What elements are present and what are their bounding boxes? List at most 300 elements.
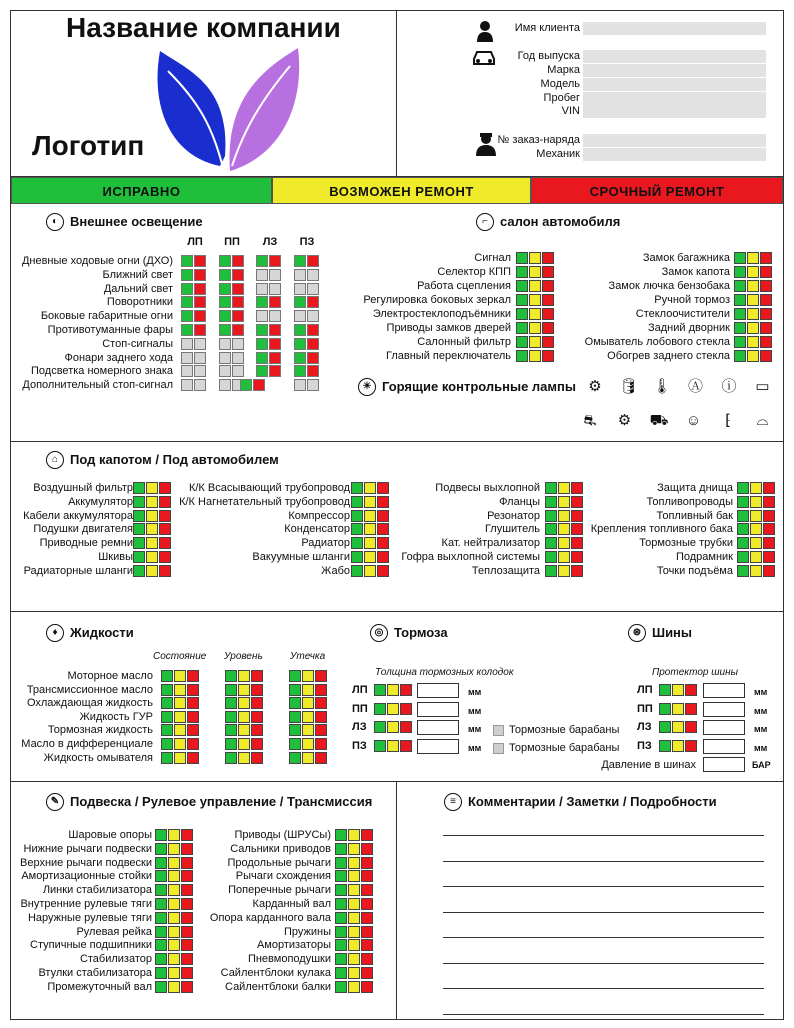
status-ok[interactable]	[335, 939, 347, 951]
status-urgent[interactable]	[760, 336, 772, 348]
status-ok[interactable]	[289, 738, 301, 750]
status-urgent[interactable]	[685, 721, 697, 733]
status-possible[interactable]	[747, 350, 759, 362]
comment-line[interactable]	[443, 988, 764, 989]
status-possible[interactable]	[174, 697, 186, 709]
status-ok[interactable]	[734, 336, 746, 348]
status-possible[interactable]	[672, 684, 684, 696]
status-possible[interactable]	[146, 496, 158, 508]
status-ok[interactable]	[516, 322, 528, 334]
status-ok[interactable]	[351, 482, 363, 494]
status-urgent[interactable]	[763, 551, 775, 563]
status-ok[interactable]	[225, 697, 237, 709]
status-selector[interactable]	[289, 724, 327, 736]
status-possible[interactable]	[302, 738, 314, 750]
status-selector[interactable]	[734, 308, 772, 320]
status-ok[interactable]	[225, 684, 237, 696]
status-possible[interactable]	[529, 252, 541, 264]
status-urgent[interactable]	[763, 537, 775, 549]
status-selector[interactable]	[659, 721, 697, 733]
status-possible[interactable]	[529, 294, 541, 306]
lighting-status-pair[interactable]	[256, 352, 281, 364]
status-ok[interactable]	[351, 551, 363, 563]
status-ok[interactable]	[351, 523, 363, 535]
status-selector[interactable]	[545, 537, 583, 549]
status-ok[interactable]	[133, 537, 145, 549]
status-selector[interactable]	[737, 482, 775, 494]
status-possible[interactable]	[747, 266, 759, 278]
status-selector[interactable]	[289, 711, 327, 723]
status-ok[interactable]	[734, 252, 746, 264]
status-possible[interactable]	[387, 703, 399, 715]
lighting-status-pair[interactable]	[219, 283, 244, 295]
status-ok[interactable]	[219, 269, 231, 281]
status-urgent[interactable]	[315, 724, 327, 736]
status-na[interactable]	[194, 352, 206, 364]
status-possible[interactable]	[750, 523, 762, 535]
status-urgent[interactable]	[181, 953, 193, 965]
status-ok[interactable]	[256, 352, 268, 364]
status-ok[interactable]	[225, 711, 237, 723]
status-urgent[interactable]	[763, 565, 775, 577]
status-urgent[interactable]	[377, 565, 389, 577]
status-ok[interactable]	[516, 336, 528, 348]
lighting-status-pair[interactable]	[181, 379, 206, 391]
status-urgent[interactable]	[181, 870, 193, 882]
status-possible[interactable]	[364, 565, 376, 577]
status-possible[interactable]	[558, 496, 570, 508]
order-number-field[interactable]	[583, 134, 766, 147]
status-possible[interactable]	[672, 703, 684, 715]
tire-tread-input[interactable]	[703, 702, 745, 717]
status-selector[interactable]	[734, 266, 772, 278]
status-ok[interactable]	[155, 898, 167, 910]
status-selector[interactable]	[335, 843, 373, 855]
status-selector[interactable]	[374, 740, 412, 752]
status-urgent[interactable]	[181, 912, 193, 924]
status-selector[interactable]	[351, 537, 389, 549]
status-ok[interactable]	[133, 565, 145, 577]
status-selector[interactable]	[516, 266, 554, 278]
status-urgent[interactable]	[377, 510, 389, 522]
status-possible[interactable]	[168, 926, 180, 938]
status-selector[interactable]	[734, 350, 772, 362]
lighting-status-pair[interactable]	[219, 255, 244, 267]
status-urgent[interactable]	[269, 365, 281, 377]
status-possible[interactable]	[238, 684, 250, 696]
status-selector[interactable]	[335, 884, 373, 896]
status-ok[interactable]	[289, 697, 301, 709]
status-selector[interactable]	[289, 752, 327, 764]
status-ok[interactable]	[659, 721, 671, 733]
tire-pressure-input[interactable]	[703, 757, 745, 772]
status-urgent[interactable]	[251, 711, 263, 723]
status-possible[interactable]	[558, 565, 570, 577]
status-urgent[interactable]	[181, 939, 193, 951]
status-selector[interactable]	[225, 724, 263, 736]
status-ok[interactable]	[219, 324, 231, 336]
status-possible[interactable]	[348, 898, 360, 910]
status-urgent[interactable]	[400, 721, 412, 733]
status-selector[interactable]	[161, 724, 199, 736]
status-urgent[interactable]	[542, 294, 554, 306]
status-ok[interactable]	[161, 738, 173, 750]
status-selector[interactable]	[545, 551, 583, 563]
status-ok[interactable]	[374, 684, 386, 696]
status-selector[interactable]	[351, 565, 389, 577]
status-possible[interactable]	[302, 684, 314, 696]
status-possible[interactable]	[348, 884, 360, 896]
status-possible[interactable]	[146, 565, 158, 577]
status-ok[interactable]	[516, 308, 528, 320]
status-na[interactable]	[307, 379, 319, 391]
lighting-status-pair[interactable]	[181, 324, 206, 336]
status-urgent[interactable]	[542, 308, 554, 320]
status-possible[interactable]	[747, 336, 759, 348]
status-possible[interactable]	[750, 565, 762, 577]
status-possible[interactable]	[348, 981, 360, 993]
status-urgent[interactable]	[269, 296, 281, 308]
tire-tread-input[interactable]	[703, 683, 745, 698]
status-ok[interactable]	[240, 379, 252, 391]
status-possible[interactable]	[168, 870, 180, 882]
status-ok[interactable]	[545, 565, 557, 577]
status-ok[interactable]	[335, 870, 347, 882]
status-na[interactable]	[232, 352, 244, 364]
status-ok[interactable]	[289, 670, 301, 682]
status-urgent[interactable]	[377, 551, 389, 563]
status-ok[interactable]	[516, 266, 528, 278]
status-ok[interactable]	[335, 857, 347, 869]
status-ok[interactable]	[225, 670, 237, 682]
brake-thickness-input[interactable]	[417, 683, 459, 698]
status-na[interactable]	[269, 269, 281, 281]
status-possible[interactable]	[146, 537, 158, 549]
status-selector[interactable]	[737, 537, 775, 549]
status-possible[interactable]	[238, 697, 250, 709]
status-ok[interactable]	[351, 537, 363, 549]
status-selector[interactable]	[335, 829, 373, 841]
status-selector[interactable]	[351, 496, 389, 508]
status-possible[interactable]	[529, 336, 541, 348]
status-urgent[interactable]	[181, 829, 193, 841]
status-ok[interactable]	[374, 703, 386, 715]
lighting-status-pair[interactable]	[256, 365, 281, 377]
status-possible[interactable]	[348, 912, 360, 924]
status-urgent[interactable]	[361, 939, 373, 951]
status-urgent[interactable]	[315, 697, 327, 709]
status-possible[interactable]	[387, 684, 399, 696]
status-urgent[interactable]	[251, 724, 263, 736]
status-na[interactable]	[181, 352, 193, 364]
status-possible[interactable]	[387, 721, 399, 733]
status-possible[interactable]	[168, 981, 180, 993]
status-ok[interactable]	[155, 843, 167, 855]
status-ok[interactable]	[181, 255, 193, 267]
status-urgent[interactable]	[181, 843, 193, 855]
status-na[interactable]	[232, 365, 244, 377]
status-na[interactable]	[181, 379, 193, 391]
status-urgent[interactable]	[181, 857, 193, 869]
status-selector[interactable]	[155, 898, 193, 910]
status-selector[interactable]	[155, 981, 193, 993]
status-ok[interactable]	[256, 296, 268, 308]
status-possible[interactable]	[302, 752, 314, 764]
status-urgent[interactable]	[763, 482, 775, 494]
status-possible[interactable]	[364, 523, 376, 535]
status-selector[interactable]	[737, 510, 775, 522]
status-possible[interactable]	[302, 697, 314, 709]
lighting-status-pair[interactable]	[256, 255, 281, 267]
status-possible[interactable]	[174, 670, 186, 682]
status-selector[interactable]	[734, 252, 772, 264]
status-selector[interactable]	[335, 981, 373, 993]
status-possible[interactable]	[558, 510, 570, 522]
status-urgent[interactable]	[251, 752, 263, 764]
status-urgent[interactable]	[194, 283, 206, 295]
status-ok[interactable]	[737, 565, 749, 577]
status-ok[interactable]	[161, 724, 173, 736]
status-selector[interactable]	[335, 898, 373, 910]
status-ok[interactable]	[155, 926, 167, 938]
status-urgent[interactable]	[361, 898, 373, 910]
status-selector[interactable]	[737, 551, 775, 563]
status-ok[interactable]	[335, 967, 347, 979]
status-ok[interactable]	[545, 537, 557, 549]
status-selector[interactable]	[161, 670, 199, 682]
status-urgent[interactable]	[361, 967, 373, 979]
status-ok[interactable]	[335, 843, 347, 855]
status-urgent[interactable]	[542, 280, 554, 292]
status-urgent[interactable]	[542, 252, 554, 264]
status-ok[interactable]	[545, 496, 557, 508]
status-possible[interactable]	[529, 266, 541, 278]
status-possible[interactable]	[168, 967, 180, 979]
status-possible[interactable]	[302, 670, 314, 682]
status-possible[interactable]	[364, 510, 376, 522]
status-ok[interactable]	[351, 496, 363, 508]
status-ok[interactable]	[545, 482, 557, 494]
status-possible[interactable]	[174, 711, 186, 723]
drum-checkbox[interactable]	[493, 743, 504, 754]
status-ok[interactable]	[225, 752, 237, 764]
status-selector[interactable]	[335, 912, 373, 924]
status-urgent[interactable]	[760, 294, 772, 306]
status-selector[interactable]	[734, 294, 772, 306]
status-selector[interactable]	[351, 551, 389, 563]
status-urgent[interactable]	[253, 379, 265, 391]
status-selector[interactable]	[289, 684, 327, 696]
status-selector[interactable]	[737, 523, 775, 535]
status-possible[interactable]	[168, 843, 180, 855]
status-ok[interactable]	[545, 551, 557, 563]
status-ok[interactable]	[155, 939, 167, 951]
status-urgent[interactable]	[269, 338, 281, 350]
status-urgent[interactable]	[251, 684, 263, 696]
status-ok[interactable]	[181, 283, 193, 295]
status-possible[interactable]	[238, 670, 250, 682]
status-selector[interactable]	[516, 252, 554, 264]
status-urgent[interactable]	[685, 703, 697, 715]
status-urgent[interactable]	[361, 870, 373, 882]
status-ok[interactable]	[734, 266, 746, 278]
status-possible[interactable]	[238, 752, 250, 764]
status-possible[interactable]	[238, 724, 250, 736]
status-ok[interactable]	[219, 255, 231, 267]
status-urgent[interactable]	[269, 255, 281, 267]
status-ok[interactable]	[659, 703, 671, 715]
status-urgent[interactable]	[232, 296, 244, 308]
brake-thickness-input[interactable]	[417, 702, 459, 717]
status-ok[interactable]	[181, 324, 193, 336]
status-urgent[interactable]	[269, 324, 281, 336]
status-ok[interactable]	[516, 294, 528, 306]
status-selector[interactable]	[545, 510, 583, 522]
status-possible[interactable]	[387, 740, 399, 752]
status-possible[interactable]	[174, 752, 186, 764]
status-possible[interactable]	[348, 843, 360, 855]
status-ok[interactable]	[155, 967, 167, 979]
status-ok[interactable]	[335, 829, 347, 841]
lighting-status-pair[interactable]	[294, 379, 319, 391]
status-possible[interactable]	[146, 510, 158, 522]
status-ok[interactable]	[256, 338, 268, 350]
status-ok[interactable]	[289, 711, 301, 723]
status-ok[interactable]	[155, 870, 167, 882]
lighting-status-pair[interactable]	[256, 296, 281, 308]
status-ok[interactable]	[289, 684, 301, 696]
comment-line[interactable]	[443, 861, 764, 862]
status-urgent[interactable]	[251, 738, 263, 750]
status-urgent[interactable]	[232, 283, 244, 295]
status-possible[interactable]	[364, 537, 376, 549]
status-ok[interactable]	[737, 482, 749, 494]
status-selector[interactable]	[155, 939, 193, 951]
status-ok[interactable]	[737, 537, 749, 549]
status-selector[interactable]	[225, 752, 263, 764]
status-ok[interactable]	[161, 697, 173, 709]
status-ok[interactable]	[256, 365, 268, 377]
status-selector[interactable]	[225, 684, 263, 696]
status-selector[interactable]	[161, 697, 199, 709]
status-urgent[interactable]	[194, 255, 206, 267]
status-possible[interactable]	[348, 870, 360, 882]
status-ok[interactable]	[133, 482, 145, 494]
status-ok[interactable]	[155, 912, 167, 924]
status-ok[interactable]	[219, 310, 231, 322]
status-ok[interactable]	[516, 350, 528, 362]
status-na[interactable]	[181, 365, 193, 377]
status-ok[interactable]	[256, 255, 268, 267]
status-ok[interactable]	[155, 857, 167, 869]
lighting-status-pair[interactable]	[256, 283, 281, 295]
status-selector[interactable]	[225, 738, 263, 750]
status-na[interactable]	[294, 379, 306, 391]
model-field[interactable]	[583, 78, 766, 91]
status-possible[interactable]	[238, 711, 250, 723]
status-ok[interactable]	[161, 670, 173, 682]
status-urgent[interactable]	[187, 738, 199, 750]
status-possible[interactable]	[168, 898, 180, 910]
status-possible[interactable]	[672, 740, 684, 752]
status-na[interactable]	[219, 379, 231, 391]
status-ok[interactable]	[737, 523, 749, 535]
status-urgent[interactable]	[361, 829, 373, 841]
status-ok[interactable]	[294, 365, 306, 377]
status-urgent[interactable]	[542, 350, 554, 362]
status-urgent[interactable]	[760, 266, 772, 278]
status-urgent[interactable]	[315, 752, 327, 764]
status-selector[interactable]	[516, 280, 554, 292]
status-selector[interactable]	[161, 684, 199, 696]
status-ok[interactable]	[161, 711, 173, 723]
status-selector[interactable]	[289, 697, 327, 709]
status-selector[interactable]	[516, 322, 554, 334]
status-na[interactable]	[256, 310, 268, 322]
status-urgent[interactable]	[194, 310, 206, 322]
status-selector[interactable]	[516, 308, 554, 320]
status-urgent[interactable]	[377, 496, 389, 508]
status-selector[interactable]	[289, 738, 327, 750]
status-possible[interactable]	[558, 482, 570, 494]
status-urgent[interactable]	[361, 843, 373, 855]
status-possible[interactable]	[168, 829, 180, 841]
status-urgent[interactable]	[760, 322, 772, 334]
status-selector[interactable]	[155, 953, 193, 965]
status-possible[interactable]	[558, 523, 570, 535]
status-selector[interactable]	[225, 670, 263, 682]
status-urgent[interactable]	[181, 884, 193, 896]
lighting-status-pair[interactable]	[294, 365, 319, 377]
status-ok[interactable]	[335, 898, 347, 910]
status-selector[interactable]	[155, 843, 193, 855]
lighting-status-pair[interactable]	[219, 310, 244, 322]
status-ok[interactable]	[181, 296, 193, 308]
lighting-status-pair[interactable]	[219, 352, 244, 364]
status-selector[interactable]	[516, 336, 554, 348]
status-ok[interactable]	[155, 829, 167, 841]
status-ok[interactable]	[734, 322, 746, 334]
status-possible[interactable]	[750, 551, 762, 563]
status-selector[interactable]	[659, 703, 697, 715]
status-urgent[interactable]	[232, 310, 244, 322]
comment-line[interactable]	[443, 1014, 764, 1015]
status-urgent[interactable]	[763, 523, 775, 535]
status-urgent[interactable]	[763, 496, 775, 508]
make-field[interactable]	[583, 64, 766, 77]
status-possible[interactable]	[348, 967, 360, 979]
status-selector[interactable]	[545, 482, 583, 494]
status-ok[interactable]	[351, 510, 363, 522]
status-selector[interactable]	[289, 670, 327, 682]
status-selector[interactable]	[335, 870, 373, 882]
lighting-status-pair[interactable]	[256, 324, 281, 336]
lighting-status-pair[interactable]	[181, 352, 206, 364]
status-ok[interactable]	[225, 724, 237, 736]
status-urgent[interactable]	[181, 981, 193, 993]
status-na[interactable]	[219, 338, 231, 350]
status-na[interactable]	[269, 310, 281, 322]
status-possible[interactable]	[168, 912, 180, 924]
status-possible[interactable]	[747, 308, 759, 320]
status-urgent[interactable]	[187, 670, 199, 682]
status-selector[interactable]	[737, 496, 775, 508]
status-ok[interactable]	[335, 981, 347, 993]
status-urgent[interactable]	[181, 898, 193, 910]
status-urgent[interactable]	[361, 953, 373, 965]
status-urgent[interactable]	[181, 926, 193, 938]
status-urgent[interactable]	[181, 967, 193, 979]
